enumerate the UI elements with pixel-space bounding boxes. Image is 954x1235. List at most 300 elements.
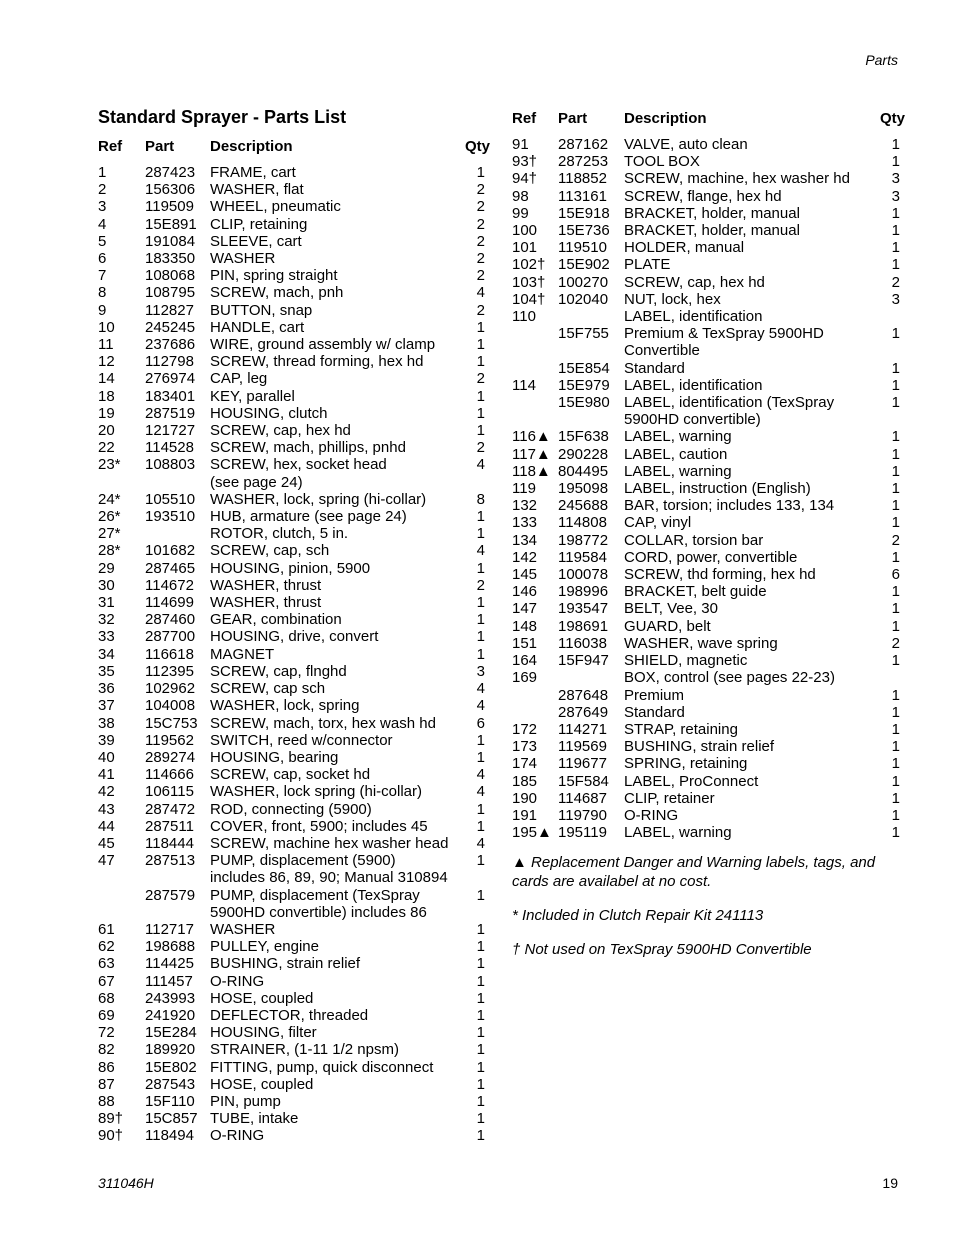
table-row: [98, 456, 485, 473]
part-number-cell: 183350: [145, 250, 196, 268]
table-row: [512, 153, 900, 170]
table-row: [98, 1093, 485, 1110]
part-number-cell: 15F584: [558, 772, 609, 790]
qty-cell: 1: [476, 318, 485, 336]
qty-cell: 1: [476, 886, 485, 904]
qty-cell: 1: [891, 136, 900, 153]
description-cell: LABEL, instruction (English): [624, 480, 811, 498]
part-number-cell: 111457: [145, 972, 193, 990]
part-number-cell: 287648: [558, 686, 609, 704]
part-number-cell: 15E802: [145, 1058, 197, 1076]
description-cell: WASHER: [210, 250, 276, 268]
description-cell: SCREW, cap, sch: [210, 542, 330, 560]
table-row: [98, 267, 485, 284]
description-cell: WASHER: [210, 920, 276, 938]
ref-cell: 20: [98, 422, 115, 440]
description-cell: HOUSING, bearing: [210, 748, 339, 766]
part-number-cell: 198691: [558, 617, 609, 635]
description-cell: KEY, parallel: [210, 387, 295, 405]
qty-cell: 1: [476, 336, 485, 354]
ref-cell: 6: [98, 250, 107, 268]
ref-cell: 94†: [512, 170, 538, 188]
qty-cell: 1: [891, 153, 900, 171]
part-number-cell: 119562: [145, 731, 194, 749]
qty-cell: 6: [476, 714, 485, 732]
qty-cell: 3: [891, 290, 900, 308]
table-row: [512, 755, 900, 772]
qty-cell: 2: [891, 273, 900, 291]
qty-cell: 1: [476, 1127, 485, 1145]
part-number-cell: 116618: [145, 645, 194, 663]
table-row: [512, 532, 900, 549]
description-cell: SCREW, thread forming, hex hd: [210, 353, 424, 371]
part-number-cell: 15C857: [145, 1110, 198, 1128]
part-number-cell: 189920: [145, 1041, 196, 1059]
table-row: [98, 869, 485, 886]
ref-cell: 37: [98, 697, 115, 715]
part-number-cell: 198688: [145, 938, 196, 956]
part-number-cell: 112798: [145, 353, 194, 371]
ref-cell: 146: [512, 583, 538, 601]
description-cell: SLEEVE, cart: [210, 232, 302, 250]
table-header-row: [512, 109, 900, 136]
description-cell: (see page 24): [210, 473, 303, 491]
description-cell: SCREW, flange, hex hd: [624, 187, 782, 205]
table-row: [98, 715, 485, 732]
description-cell: WASHER, thrust: [210, 594, 322, 612]
qty-cell: 1: [891, 480, 900, 498]
description-cell: BELT, Vee, 30: [624, 600, 718, 618]
description-cell: COVER, front, 5900; includes 45: [210, 817, 428, 835]
ref-cell: 172: [512, 720, 538, 738]
qty-cell: [465, 474, 485, 491]
description-cell: CAP, leg: [210, 370, 268, 388]
qty-cell: 2: [476, 267, 485, 285]
table-row: [98, 388, 485, 405]
part-number-cell: 198996: [558, 583, 609, 601]
qty-cell: 2: [476, 370, 485, 388]
qty-cell: 1: [476, 1075, 485, 1093]
description-cell: SCREW, cap, flnghd: [210, 662, 347, 680]
description-cell: WHEEL, pneumatic: [210, 198, 341, 216]
ref-cell: 102†: [512, 256, 546, 274]
qty-cell: 1: [476, 387, 485, 405]
description-cell: SWITCH, reed w/connector: [210, 731, 393, 749]
part-number-cell: 114808: [558, 514, 607, 532]
qty-cell: 1: [891, 652, 900, 670]
ref-cell: 82: [98, 1041, 115, 1059]
table-row: [98, 955, 485, 972]
qty-cell: 3: [891, 187, 900, 205]
column-header-description: Description: [624, 110, 707, 127]
ref-cell: 72: [98, 1024, 115, 1042]
table-row: [98, 1059, 485, 1076]
table-row: [98, 835, 485, 852]
table-row: [512, 549, 900, 566]
description-cell: PUMP, displacement (TexSpray: [210, 886, 420, 904]
description-cell: SCREW, machine hex washer head: [210, 834, 449, 852]
description-cell: LABEL, identification (TexSpray: [624, 394, 835, 412]
ref-cell: 11: [98, 336, 114, 354]
table-row: [98, 560, 485, 577]
qty-cell: 1: [891, 376, 900, 394]
qty-cell: 1: [891, 617, 900, 635]
ref-cell: 45: [98, 834, 115, 852]
description-cell: SCREW, cap, hex hd: [210, 422, 351, 440]
qty-cell: 1: [891, 445, 900, 463]
qty-cell: 1: [476, 611, 485, 629]
part-number-cell: 105510: [145, 490, 196, 508]
ref-cell: 42: [98, 783, 115, 801]
part-number-cell: 241920: [145, 1006, 196, 1024]
description-cell: HUB, armature (see page 24): [210, 508, 407, 526]
description-cell: HANDLE, cart: [210, 318, 305, 336]
qty-cell: 1: [891, 806, 900, 824]
table-row: [98, 1007, 485, 1024]
description-cell: 5900HD convertible) includes 86: [210, 903, 427, 921]
ref-cell: 41: [98, 766, 115, 784]
part-number-cell: [558, 308, 624, 325]
table-row: [98, 198, 485, 215]
table-row: [512, 136, 900, 153]
qty-cell: 1: [891, 325, 900, 343]
part-number-cell: [145, 474, 210, 491]
part-number-cell: 15E891: [145, 215, 197, 233]
qty-cell: 1: [891, 204, 900, 222]
description-cell: DEFLECTOR, threaded: [210, 1006, 369, 1024]
qty-cell: [465, 869, 485, 886]
part-number-cell: 290228: [558, 445, 609, 463]
ref-cell: [512, 704, 558, 721]
description-cell: SCREW, machine, hex washer hd: [624, 170, 850, 188]
table-row: [98, 990, 485, 1007]
qty-cell: 1: [476, 1041, 485, 1059]
qty-cell: 1: [476, 955, 485, 973]
footnotes: [512, 853, 902, 974]
part-number-cell: 15E902: [558, 256, 610, 274]
table-row: [512, 394, 900, 411]
description-cell: BOX, control (see pages 22-23): [624, 669, 835, 687]
qty-cell: 1: [891, 497, 900, 515]
part-number-cell: 15E980: [558, 394, 610, 412]
qty-cell: 1: [891, 462, 900, 480]
ref-cell: 86: [98, 1058, 115, 1076]
description-cell: VALVE, auto clean: [624, 136, 748, 153]
qty-cell: 6: [891, 566, 900, 584]
description-cell: CLIP, retainer: [624, 789, 715, 807]
table-row: [98, 973, 485, 990]
part-number-cell: [558, 411, 624, 428]
table-row: [98, 594, 485, 611]
table-row: [98, 732, 485, 749]
qty-cell: 3: [891, 170, 900, 188]
description-cell: LABEL, warning: [624, 428, 732, 446]
table-row: [98, 904, 485, 921]
note-not-used-texspray: † Not used on TexSpray 5900HD Convertible: [512, 941, 812, 958]
ref-cell: 35: [98, 662, 115, 680]
ref-cell: 62: [98, 938, 115, 956]
part-number-cell: 112717: [145, 920, 194, 938]
part-number-cell: 112827: [145, 301, 194, 319]
qty-cell: 1: [476, 353, 485, 371]
ref-cell: 190: [512, 789, 538, 807]
parts-table-left: [98, 137, 491, 1145]
ref-cell: 191: [512, 806, 538, 824]
table-row: [98, 766, 485, 783]
part-number-cell: 104008: [145, 697, 196, 715]
table-row: [98, 491, 485, 508]
part-number-cell: 198772: [558, 531, 609, 549]
table-row: [512, 652, 900, 669]
description-cell: SCREW, cap, socket hd: [210, 766, 371, 784]
table-row: [98, 697, 485, 714]
ref-cell: [512, 687, 558, 704]
ref-cell: 38: [98, 714, 115, 732]
description-cell: SHIELD, magnetic: [624, 652, 748, 670]
description-cell: GEAR, combination: [210, 611, 342, 629]
table-row: [98, 370, 485, 387]
description-cell: HOLDER, manual: [624, 239, 745, 257]
table-row: [512, 807, 900, 824]
description-cell: PIN, pump: [210, 1092, 281, 1110]
qty-cell: 1: [476, 731, 485, 749]
table-row: [98, 284, 485, 301]
ref-cell: 5: [98, 232, 107, 250]
description-cell: SCREW, hex, socket head: [210, 456, 387, 474]
table-row: [98, 439, 485, 456]
qty-cell: 4: [476, 456, 485, 474]
ref-cell: 195▲: [512, 824, 552, 842]
part-number-cell: 119510: [558, 239, 607, 257]
part-number-cell: 287460: [145, 611, 196, 629]
qty-cell: 2: [476, 301, 485, 319]
part-number-cell: 102962: [145, 680, 196, 698]
table-row: [98, 233, 485, 250]
table-row: [98, 164, 485, 181]
ref-cell: 14: [98, 370, 115, 388]
table-row: [512, 239, 900, 256]
qty-cell: 1: [476, 972, 485, 990]
table-row: [512, 377, 900, 394]
qty-cell: [880, 669, 900, 686]
part-number-cell: 287543: [145, 1075, 196, 1093]
description-cell: GUARD, belt: [624, 617, 711, 635]
table-row: [98, 887, 485, 904]
ref-cell: 22: [98, 439, 115, 457]
part-number-cell: 114528: [145, 439, 194, 457]
qty-cell: 1: [476, 525, 485, 543]
ref-cell: 10: [98, 318, 115, 336]
part-number-cell: 112395: [145, 662, 194, 680]
table-row: [98, 749, 485, 766]
table-row: [512, 583, 900, 600]
table-row: [512, 480, 900, 497]
ref-cell: 174: [512, 755, 538, 773]
part-number-cell: 15E284: [145, 1024, 197, 1042]
part-number-cell: [145, 904, 210, 921]
description-cell: TUBE, intake: [210, 1110, 299, 1128]
description-cell: BUSHING, strain relief: [624, 738, 775, 756]
qty-cell: 8: [476, 490, 485, 508]
part-number-cell: 804495: [558, 462, 609, 480]
description-cell: TOOL BOX: [624, 153, 700, 171]
description-cell: MAGNET: [210, 645, 275, 663]
qty-cell: 1: [476, 594, 485, 612]
description-cell: WASHER, wave spring: [624, 634, 778, 652]
table-row: [512, 566, 900, 583]
column-header-qty: Qty: [880, 110, 906, 127]
table-row: [98, 319, 485, 336]
description-cell: O-RING: [210, 972, 265, 990]
description-cell: O-RING: [624, 806, 679, 824]
description-cell: includes 86, 89, 90; Manual 310894: [210, 869, 448, 887]
table-row: [512, 704, 900, 721]
table-row: [512, 790, 900, 807]
table-row: [98, 1110, 485, 1127]
table-row: [98, 302, 485, 319]
qty-cell: 3: [476, 662, 485, 680]
qty-cell: 2: [476, 181, 485, 199]
ref-cell: 8: [98, 284, 107, 302]
part-number-cell: [145, 869, 210, 886]
table-row: [98, 336, 485, 353]
ref-cell: 40: [98, 748, 115, 766]
table-row: [98, 422, 485, 439]
part-number-cell: 183401: [145, 387, 196, 405]
description-cell: PIN, spring straight: [210, 267, 338, 285]
part-number-cell: 245688: [558, 497, 609, 515]
ref-cell: 103†: [512, 273, 546, 291]
qty-cell: 1: [891, 772, 900, 790]
qty-cell: 2: [891, 531, 900, 549]
description-cell: HOUSING, pinion, 5900: [210, 559, 371, 577]
description-cell: CLIP, retaining: [210, 215, 308, 233]
qty-cell: 1: [891, 720, 900, 738]
qty-cell: 2: [476, 576, 485, 594]
part-number-cell: 287579: [145, 886, 196, 904]
description-cell: HOUSING, filter: [210, 1024, 317, 1042]
ref-cell: 27*: [98, 525, 121, 543]
part-number-cell: 287465: [145, 559, 196, 577]
ref-cell: 93†: [512, 153, 538, 171]
part-number-cell: 15F110: [145, 1092, 195, 1110]
qty-cell: 1: [891, 789, 900, 807]
part-number-cell: 116038: [558, 634, 607, 652]
ref-cell: 4: [98, 215, 107, 233]
qty-cell: 1: [891, 239, 900, 257]
table-row: [512, 170, 900, 187]
part-number-cell: 121727: [145, 422, 196, 440]
ref-cell: 44: [98, 817, 115, 835]
qty-cell: 2: [476, 439, 485, 457]
part-number-cell: 119509: [145, 198, 194, 216]
ref-cell: 185: [512, 772, 538, 790]
description-cell: ROTOR, clutch, 5 in.: [210, 525, 349, 543]
description-cell: FRAME, cart: [210, 164, 296, 181]
qty-cell: 1: [476, 938, 485, 956]
table-row: [98, 852, 485, 869]
part-number-cell: 15F638: [558, 428, 609, 446]
part-number-cell: 287513: [145, 852, 196, 870]
description-cell: HOUSING, drive, convert: [210, 628, 379, 646]
table-row: [98, 525, 485, 542]
table-row: [512, 360, 900, 377]
table-row: [98, 628, 485, 645]
table-row: [98, 577, 485, 594]
column-header-qty: Qty: [465, 138, 491, 155]
part-number-cell: 15F755: [558, 325, 609, 343]
description-cell: 5900HD convertible): [624, 411, 761, 429]
part-number-cell: 15C753: [145, 714, 198, 732]
description-cell: STRAP, retaining: [624, 720, 738, 738]
table-header-row: [98, 137, 485, 164]
table-row: [98, 783, 485, 800]
parts-rows-left: [98, 164, 485, 1145]
ref-cell: 148: [512, 617, 538, 635]
ref-cell: 110: [512, 308, 536, 326]
table-row: [98, 353, 485, 370]
table-row: [512, 291, 900, 308]
part-number-cell: 114666: [145, 766, 194, 784]
part-number-cell: 193510: [145, 508, 196, 526]
part-number-cell: 243993: [145, 989, 196, 1007]
description-cell: O-RING: [210, 1127, 265, 1145]
qty-cell: 4: [476, 284, 485, 302]
part-number-cell: 118852: [558, 170, 607, 188]
part-number-cell: 118444: [145, 834, 194, 852]
description-cell: SCREW, cap sch: [210, 680, 326, 698]
column-header-part: Part: [145, 138, 175, 155]
part-number-cell: 287162: [558, 136, 609, 153]
part-number-cell: 193547: [558, 600, 609, 618]
table-row: [512, 635, 900, 652]
qty-cell: 1: [476, 1092, 485, 1110]
ref-cell: 173: [512, 738, 538, 756]
ref-cell: 43: [98, 800, 115, 818]
table-row: [512, 446, 900, 463]
ref-cell: 29: [98, 559, 115, 577]
description-cell: WASHER, lock spring (hi-collar): [210, 783, 422, 801]
qty-cell: 4: [476, 783, 485, 801]
part-number-cell: 114687: [558, 789, 607, 807]
qty-cell: 2: [476, 250, 485, 268]
qty-cell: [880, 308, 900, 325]
qty-cell: 1: [476, 164, 485, 181]
ref-cell: 99: [512, 204, 529, 222]
description-cell: SCREW, mach, pnh: [210, 284, 344, 302]
part-number-cell: 119569: [558, 738, 607, 756]
ref-cell: 3: [98, 198, 107, 216]
description-cell: BUSHING, strain relief: [210, 955, 361, 973]
part-number-cell: 287253: [558, 153, 609, 171]
description-cell: Premium: [624, 686, 685, 704]
table-row: [98, 646, 485, 663]
part-number-cell: 108068: [145, 267, 196, 285]
qty-cell: 1: [891, 256, 900, 274]
description-cell: BAR, torsion; includes 133, 134: [624, 497, 835, 515]
description-cell: Convertible: [624, 342, 700, 360]
table-row: [98, 663, 485, 680]
qty-cell: 4: [476, 542, 485, 560]
part-number-cell: 195098: [558, 480, 609, 498]
ref-cell: 12: [98, 353, 115, 371]
description-cell: PLATE: [624, 256, 671, 274]
ref-cell: 9: [98, 301, 107, 319]
ref-cell: 98: [512, 187, 529, 205]
description-cell: PUMP, displacement (5900): [210, 852, 396, 870]
qty-cell: 2: [476, 198, 485, 216]
part-number-cell: 287519: [145, 404, 196, 422]
